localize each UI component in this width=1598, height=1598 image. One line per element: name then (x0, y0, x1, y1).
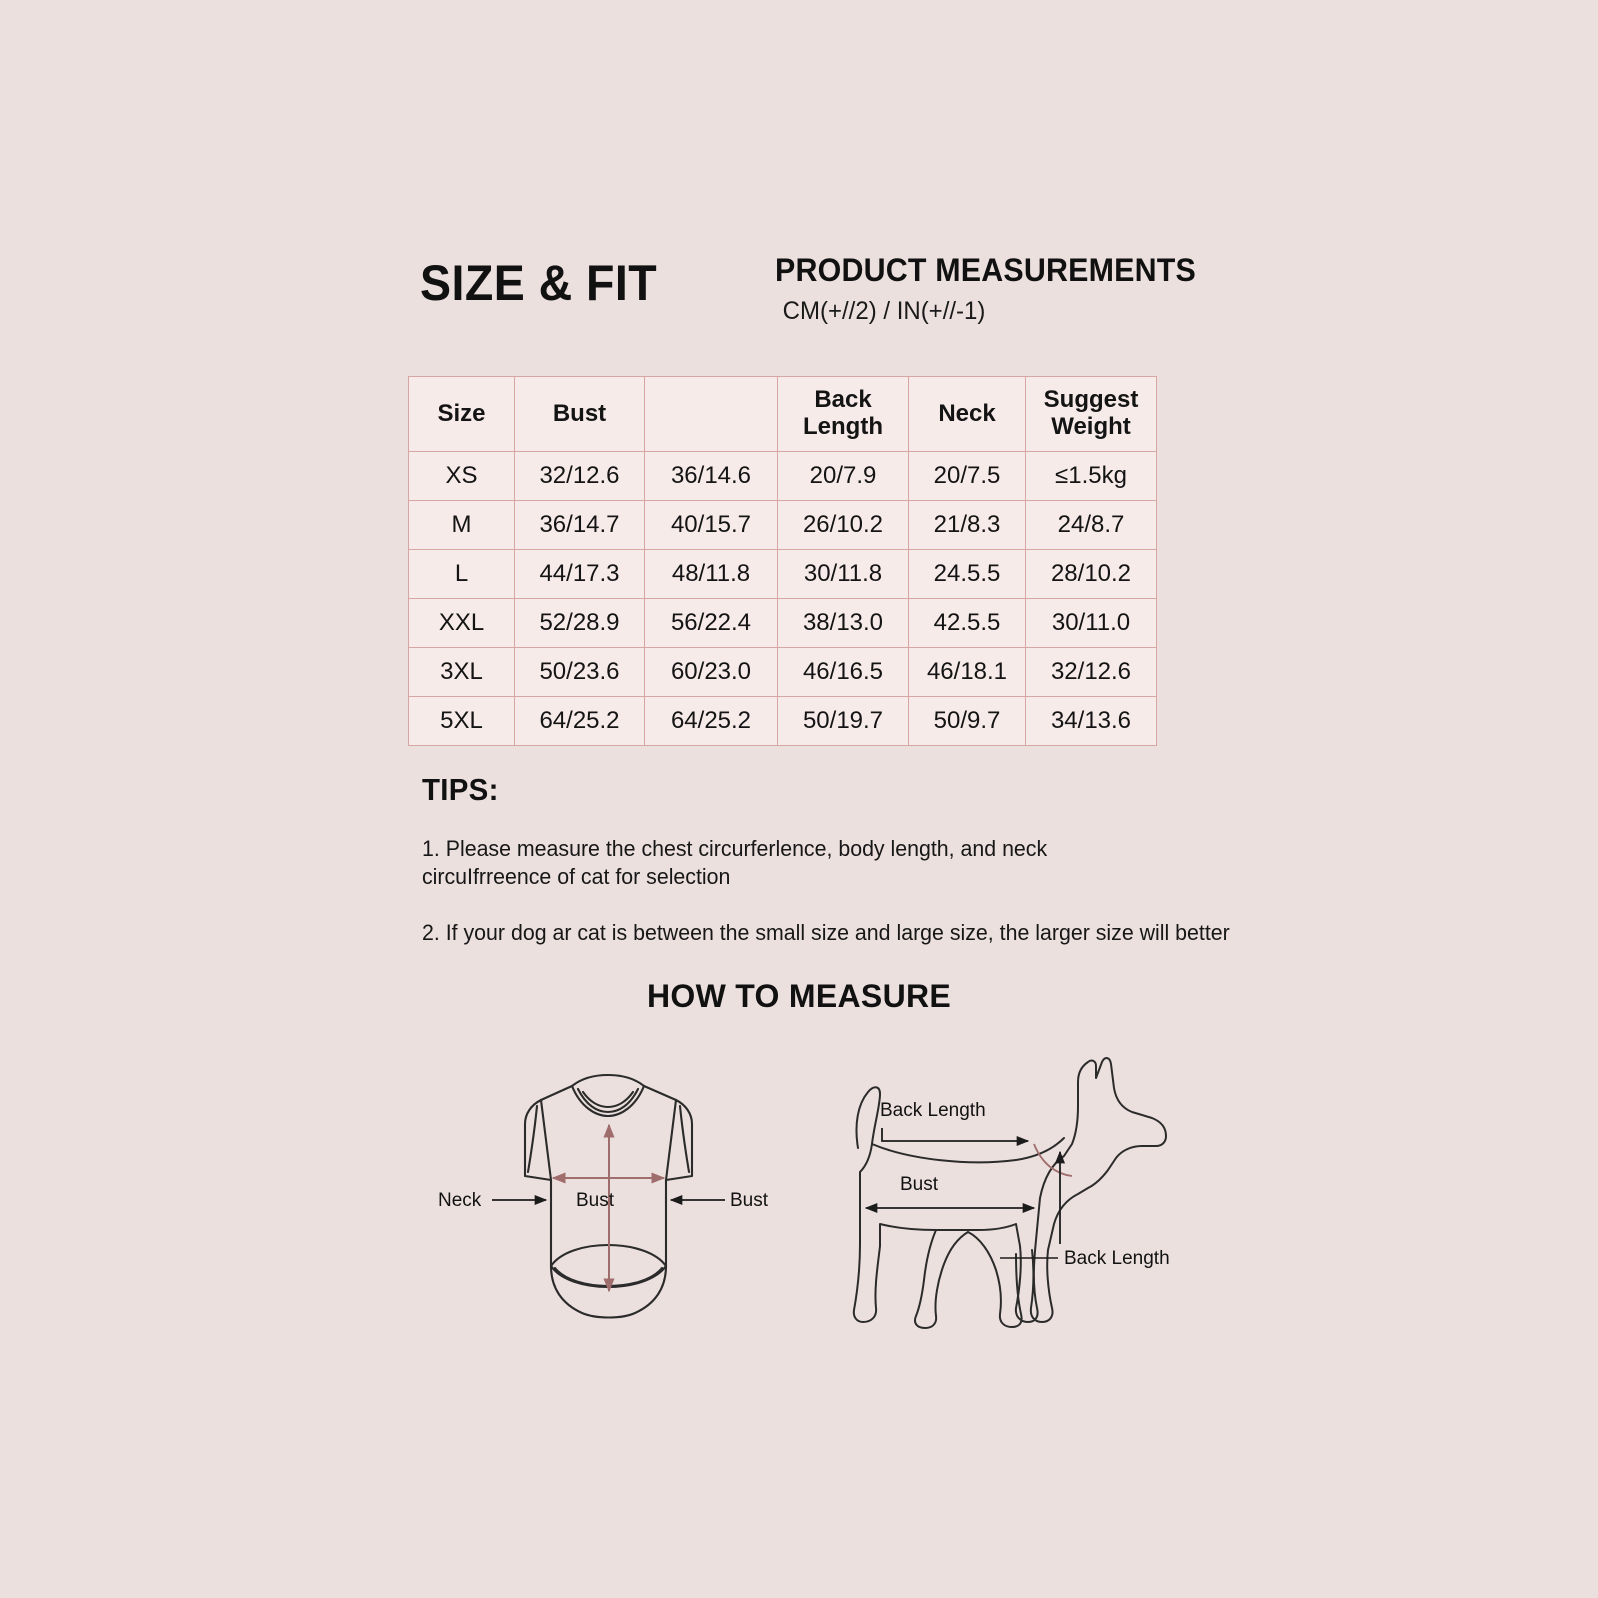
header (420, 252, 1196, 342)
cell-back-length: 26/10.2 (778, 501, 909, 550)
dog-diagram (820, 1048, 1190, 1348)
column-header-suggest-weight (1026, 377, 1157, 452)
product-measurements-block (775, 252, 1196, 326)
table-body (409, 452, 1157, 746)
cell-col3: 64/25.2 (645, 697, 778, 746)
cell-neck: 42.5.5 (909, 599, 1026, 648)
dog-neck-arc-icon (1034, 1144, 1072, 1176)
cell-bust: 50/23.6 (515, 648, 645, 697)
shirt-bust-right-label: Bust (730, 1190, 769, 1211)
cell-bust: 64/25.2 (515, 697, 645, 746)
cell-suggest-weight: 34/13.6 (1026, 697, 1157, 746)
cell-back-length: 20/7.9 (778, 452, 909, 501)
how-to-measure-title: HOW TO MEASURE (646, 978, 952, 1014)
cell-bust: 32/12.6 (515, 452, 645, 501)
cell-suggest-weight: 32/12.6 (1026, 648, 1157, 697)
cell-col3: 60/23.0 (645, 648, 778, 697)
cell-back-length: 50/19.7 (778, 697, 909, 746)
cell-suggest-weight: 24/8.7 (1026, 501, 1157, 550)
column-header-bust: Bust (515, 377, 645, 452)
suggest-weight-line-2: Weight (1051, 413, 1131, 440)
cell-suggest-weight: ≤1.5kg (1026, 452, 1157, 501)
page-title: SIZE & FIT (420, 255, 658, 311)
shirt-bust-center-label: Bust (576, 1190, 615, 1211)
cell-bust: 52/28.9 (515, 599, 645, 648)
dog-back-length-top-label: Back Length (880, 1100, 986, 1121)
cell-col3: 40/15.7 (645, 501, 778, 550)
cell-neck: 21/8.3 (909, 501, 1026, 550)
table-row (409, 599, 1157, 648)
cell-bust: 36/14.7 (515, 501, 645, 550)
table-row (409, 550, 1157, 599)
cell-back-length: 46/16.5 (778, 648, 909, 697)
column-header-neck: Neck (909, 377, 1026, 452)
cell-neck: 24.5.5 (909, 550, 1026, 599)
shirt-neck-label: Neck (438, 1190, 482, 1211)
back-length-line-1: Back (814, 386, 872, 414)
cell-back-length: 30/11.8 (778, 550, 909, 599)
table-row (409, 648, 1157, 697)
cell-suggest-weight: 28/10.2 (1026, 550, 1157, 599)
table-header-row (409, 377, 1157, 452)
cell-neck: 20/7.5 (909, 452, 1026, 501)
cell-neck: 50/9.7 (909, 697, 1026, 746)
tip-item-1-line-1: 1. Please measure the chest circurferlence, body length, and neck (422, 836, 1048, 861)
size-table (408, 376, 1157, 746)
tip-item-2: 2. If your dog ar cat is between the small size and large size, the larger size will better (422, 919, 1230, 945)
column-header-size: Size (409, 377, 515, 452)
product-measurements-units: CM(+//2) / IN(+//-1) (782, 296, 986, 325)
suggest-weight-line-1: Suggest (1043, 386, 1139, 414)
cell-col3: 56/22.4 (645, 599, 778, 648)
dog-bust-label: Bust (900, 1174, 939, 1195)
cell-neck: 46/18.1 (909, 648, 1026, 697)
tip-item-1-line-2: circuIfrreence of cat for selection (422, 864, 731, 890)
cell-size: XXL (409, 599, 515, 648)
product-measurements-title: PRODUCT MEASUREMENTS (775, 252, 1196, 288)
back-length-top-arrow-icon (882, 1128, 1028, 1141)
cell-size: 5XL (409, 697, 515, 746)
dog-back-length-bottom-label: Back Length (1064, 1248, 1170, 1269)
table-row (409, 501, 1157, 550)
column-header-back-length (778, 377, 909, 452)
cell-col3: 36/14.6 (645, 452, 778, 501)
cell-size: 3XL (409, 648, 515, 697)
cell-bust: 44/17.3 (515, 550, 645, 599)
shirt-diagram (430, 1048, 780, 1348)
cell-size: XS (409, 452, 515, 501)
cell-back-length: 38/13.0 (778, 599, 909, 648)
cell-size: L (409, 550, 515, 599)
table-row (409, 697, 1157, 746)
back-length-line-2: Length (803, 413, 883, 440)
cell-suggest-weight: 30/11.0 (1026, 599, 1157, 648)
measurement-diagrams (430, 1048, 1190, 1348)
cell-col3: 48/11.8 (645, 550, 778, 599)
tips-section (422, 772, 1230, 946)
table-row (409, 452, 1157, 501)
cell-size: M (409, 501, 515, 550)
column-header-blank (645, 377, 778, 452)
tips-heading: TIPS: (422, 772, 499, 807)
